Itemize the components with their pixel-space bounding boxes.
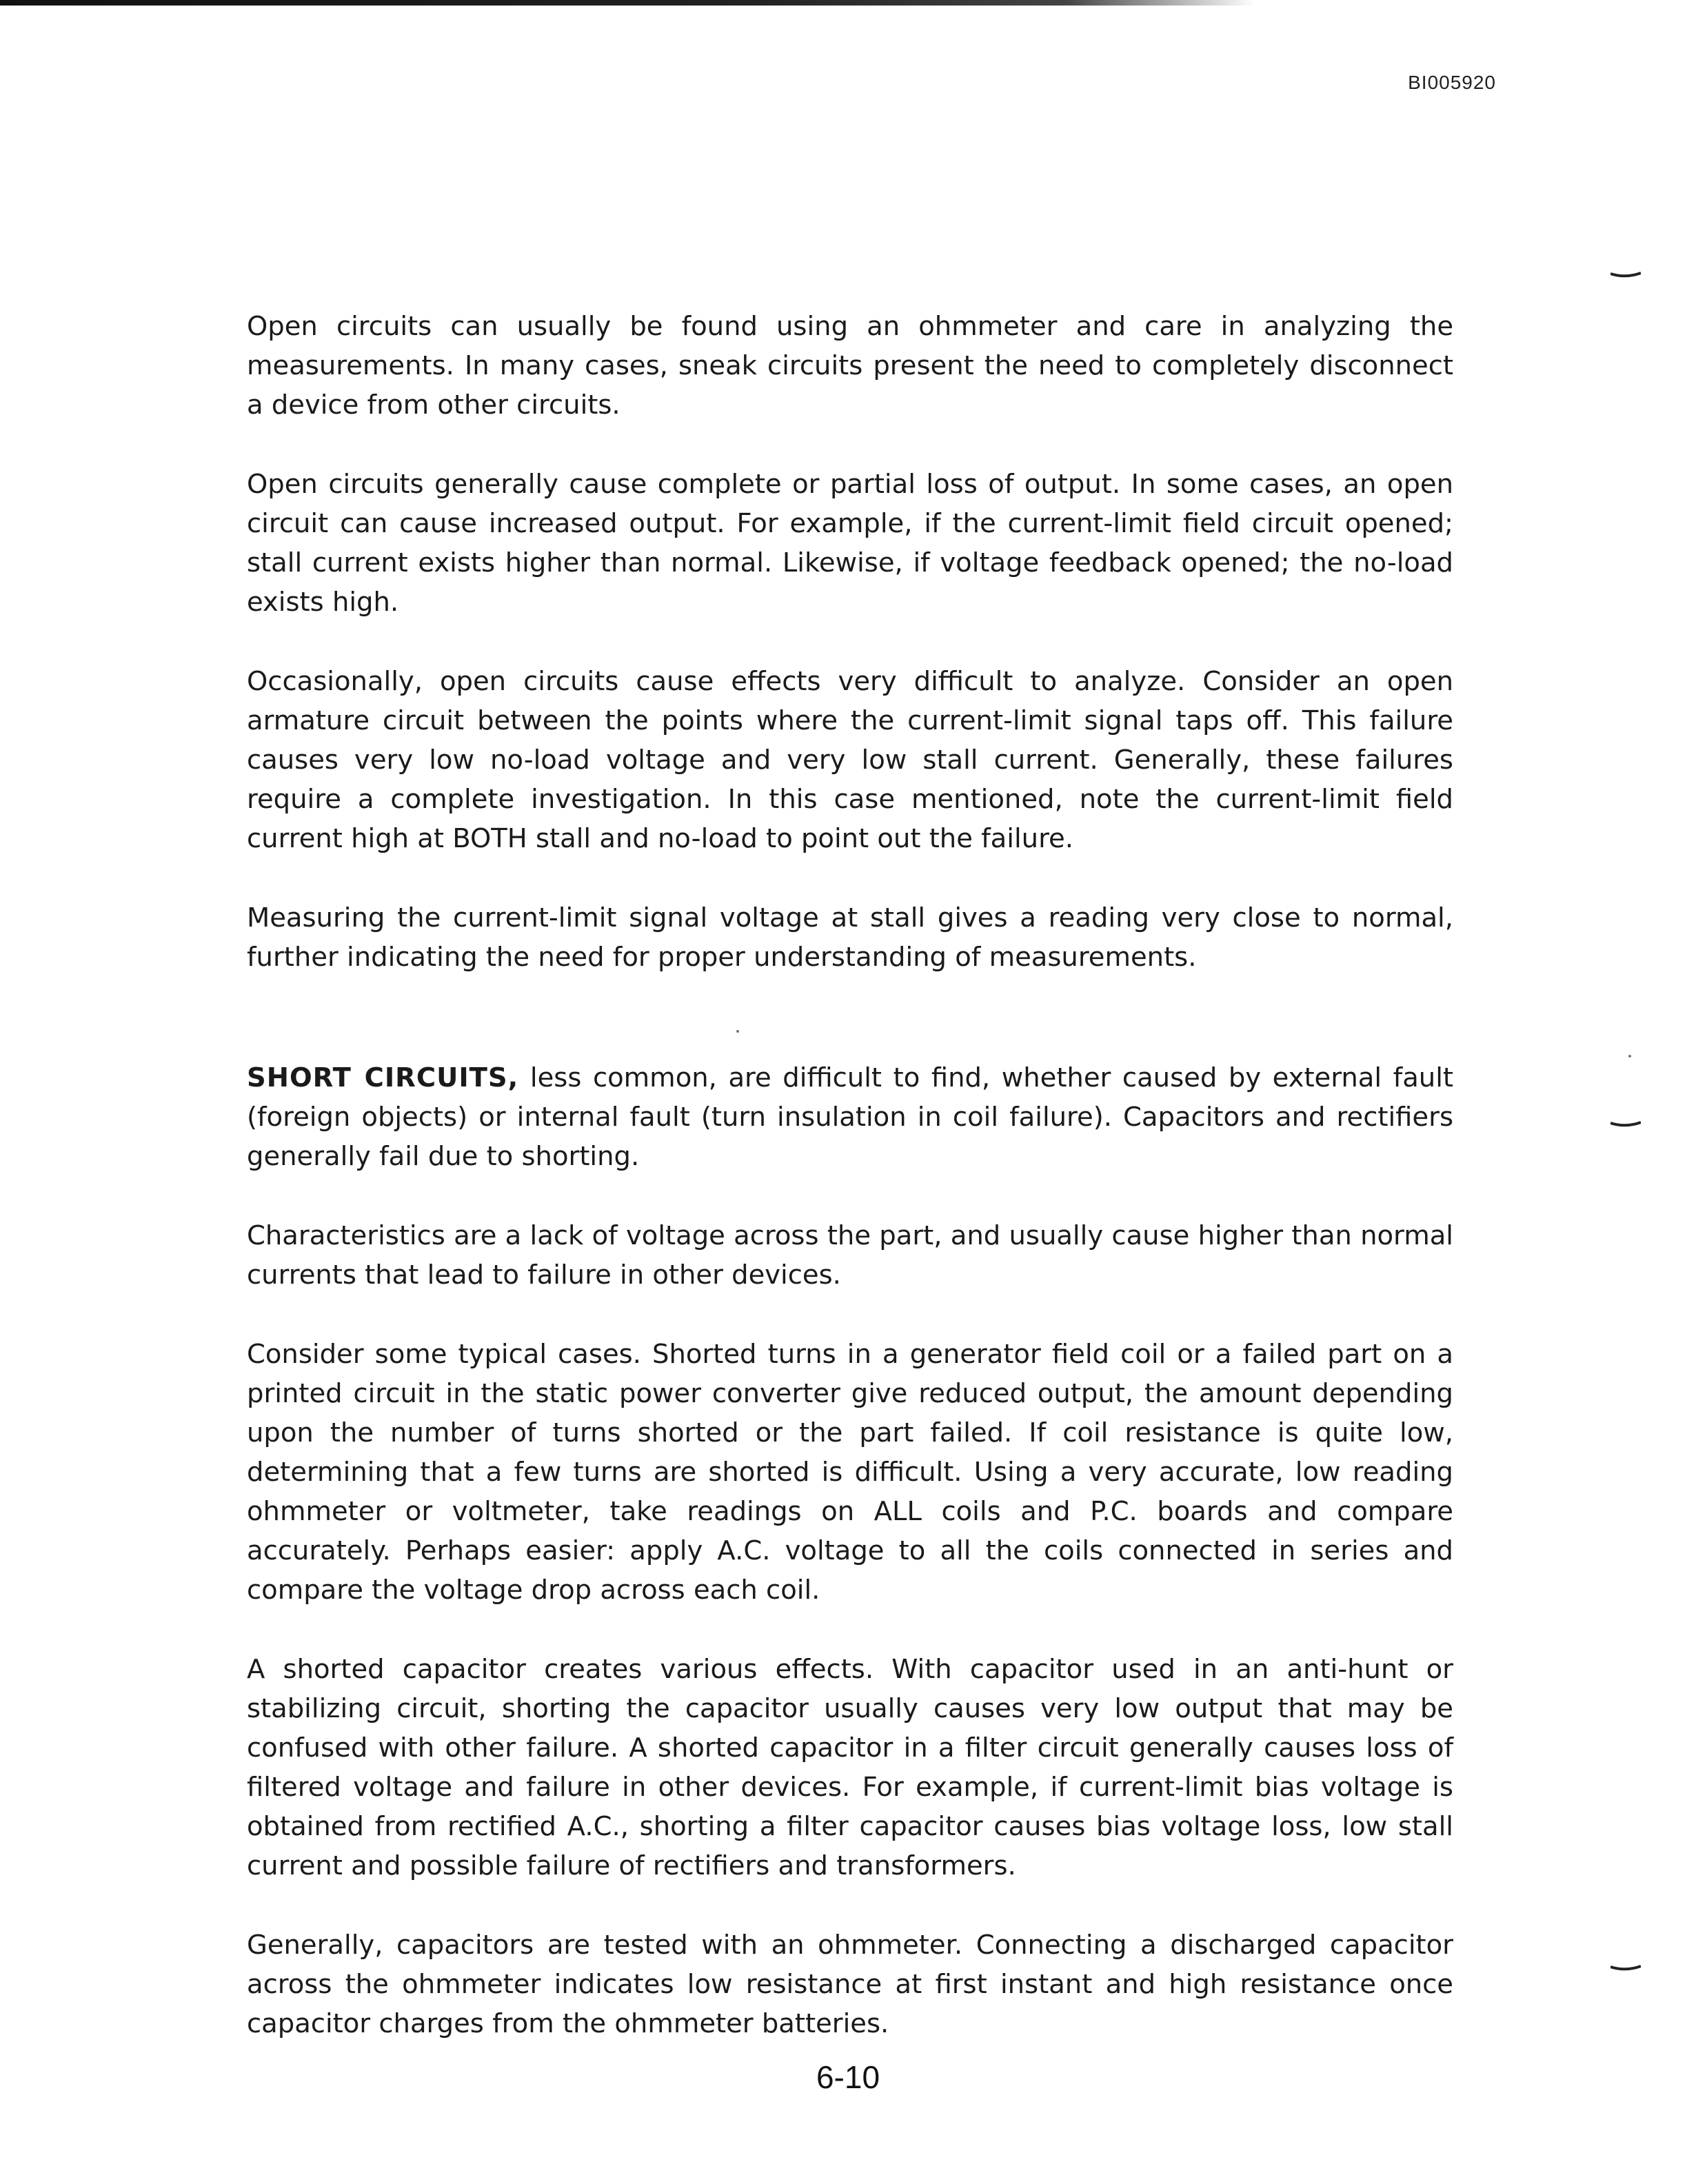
page-number: 6-10 — [816, 2059, 880, 2095]
paragraph — [247, 662, 1453, 858]
paragraph-text: A shorted capacitor creates various effects. With capacitor used in an anti-hunt or stabilizing circuit, shorting the capacitor usually causes very low output that may be confused with other failure. A shorted capacitor in a filter circuit generally causes loss of filtered voltage and failure in other devices. For example, if current-limit bias voltage is obtained from rectified A.C., shorting a filter capacitor causes bias voltage loss, low stall current and possible failure of rectifiers and transformers. — [247, 1654, 1453, 1881]
paragraph-text: Measuring the current-limit signal voltage at stall gives a reading very close to normal, further indicating the need for proper understanding of measurements. — [247, 902, 1453, 973]
paragraph — [247, 1216, 1453, 1295]
paragraph — [247, 1650, 1453, 1885]
paragraph-text: Generally, capacitors are tested with an ohmmeter. Connecting a discharged capacitor across the ohmmeter indicates low resistance at first instant and high resistance once capacitor charges from the ohmmeter batteries. — [247, 1930, 1453, 2039]
paragraph — [247, 1335, 1453, 1610]
paragraph-text: Open circuits generally cause complete or partial loss of output. In some cases, an open circuit can cause increased output. For example, if the current-limit field circuit opened; stall current exists higher than normal. Likewise, if voltage feedback opened; the no-load exists high. — [247, 469, 1453, 618]
section-heading: SHORT CIRCUITS, — [247, 1062, 519, 1093]
paragraph — [247, 898, 1453, 977]
margin-change-bar — [1611, 1121, 1641, 1128]
paragraph — [247, 307, 1453, 425]
scan-speck — [1628, 1055, 1631, 1058]
margin-change-bar — [1611, 272, 1641, 279]
top-border-rule — [0, 0, 1255, 6]
paragraph-text: less common, are difficult to find, whether caused by external fault (foreign objects) or internal fault (turn insulation in coil failure). Capacitors and rectifiers generally fail due to shorting. — [247, 1062, 1453, 1172]
paragraph-text: Open circuits can usually be found using an ohmmeter and care in analyzing the measurements. In many cases, sneak circuits present the need to completely disconnect a device from other circuits. — [247, 311, 1453, 421]
paragraph-text: Characteristics are a lack of voltage across the part, and usually cause higher than normal currents that lead to failure in other devices. — [247, 1220, 1453, 1291]
paragraph — [247, 1925, 1453, 2043]
margin-change-bar — [1611, 1965, 1641, 1972]
section-paragraph-short-circuits — [247, 1058, 1453, 1176]
document-id: BI005920 — [1408, 72, 1496, 93]
paragraph-text: Occasionally, open circuits cause effects very difficult to analyze. Consider an open armature circuit between the points where the current-limit signal taps off. This failure causes very low no-load voltage and very low stall current. Generally, these failures require a complete investigation. In this case mentioned, note the current-limit field current high at BOTH stall and no-load to point out the failure. — [247, 666, 1453, 854]
paragraph-text: Consider some typical cases. Shorted turns in a generator field coil or a failed part on a printed circuit in the static power converter give reduced output, the amount depending upon the number of turns shorted or the part failed. If coil resistance is quite low, determining that a few turns are shorted is difficult. Using a very accurate, low reading ohmmeter or voltmeter, take readings on ALL coils and P.C. boards and compare accurately. Perhaps easier: apply A.C. voltage to all the coils connected in series and compare the voltage drop across each coil. — [247, 1339, 1453, 1606]
paragraph — [247, 465, 1453, 622]
page-body — [247, 307, 1453, 2083]
